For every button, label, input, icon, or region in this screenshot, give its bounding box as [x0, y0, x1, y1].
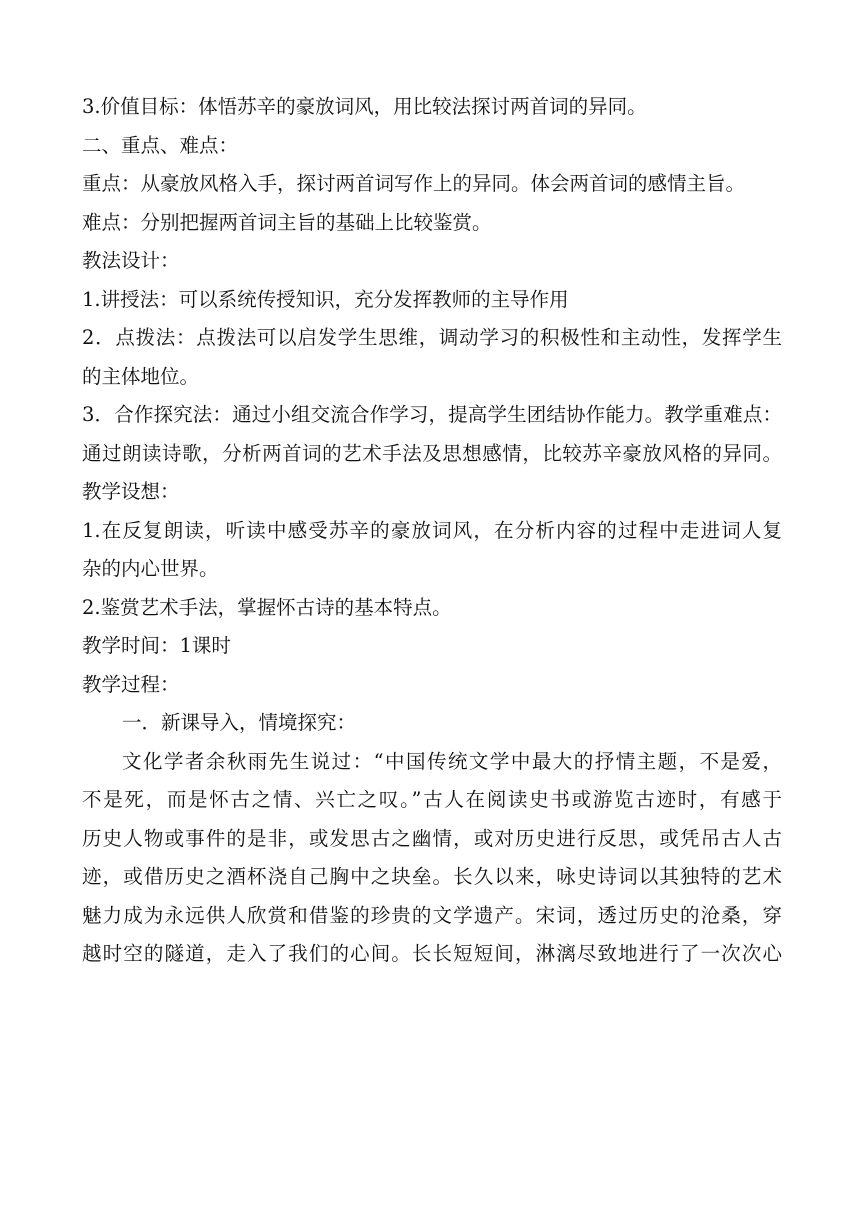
- text-line-method-2-cont: 的主体地位。: [82, 364, 200, 388]
- text-line-method-3-cont: 通过朗读诗歌，分析两首词的艺术手法及思想感情，比较苏辛豪放风格的异同。: [82, 441, 782, 465]
- text-line-method-1: 1.讲授法：可以系统传授知识，充分发挥教师的主导作用: [82, 287, 569, 311]
- text-line-key-point: 重点：从豪放风格入手，探讨两首词写作上的异同。体会两首词的感情主旨。: [82, 172, 746, 195]
- paragraph-line-5: 魅力成为永远供人欣赏和借鉴的珍贵的文学遗产。宋词，透过历史的沧桑，穿: [82, 903, 782, 927]
- text-line-method-3: 3．合作探究法：通过小组交流合作学习，提高学生团结协作能力。教学重难点：: [82, 403, 782, 426]
- text-line-idea-1: 1.在反复朗读，听读中感受苏辛的豪放词风，在分析内容的过程中走进词人复: [82, 518, 782, 542]
- section-heading-teaching-process: 教学过程：: [82, 672, 180, 696]
- document-page: [82, 88, 782, 974]
- paragraph-line-6: 越时空的隧道，走入了我们的心间。长长短短间，淋漓尽致地进行了一次次心: [82, 942, 782, 965]
- paragraph-line-4: 迹，或借历史之酒杯浇自己胸中之块垒。长久以来，咏史诗词以其独特的艺术: [82, 865, 782, 888]
- section-heading-key-points: 二、重点、难点：: [82, 133, 239, 157]
- paragraph-line-3: 历史人物或事件的是非，或发思古之幽情，或对历史进行反思，或凭吊古人古: [82, 826, 782, 850]
- text-line-value-goal: 3.价值目标：体悟苏辛的豪放词风，用比较法探讨两首词的异同。: [82, 95, 647, 118]
- paragraph-line-2: 不是死，而是怀古之情、兴亡之叹。”古人在阅读史书或游览古迹时，有感于: [82, 788, 782, 811]
- text-line-method-2: 2．点拨法：点拨法可以启发学生思维，调动学习的积极性和主动性，发挥学生: [82, 326, 782, 349]
- section-heading-teaching-methods: 教法设计：: [82, 249, 180, 272]
- text-line-idea-2: 2.鉴赏艺术手法，掌握怀古诗的基本特点。: [82, 595, 452, 619]
- text-line-teaching-time: 教学时间：1课时: [82, 634, 231, 657]
- paragraph-line-1: 文化学者余秋雨先生说过：“中国传统文学中最大的抒情主题，不是爱，: [122, 749, 782, 773]
- text-line-idea-1-cont: 杂的内心世界。: [82, 557, 219, 580]
- subheading-introduction: 一．新课导入，情境探究：: [122, 711, 357, 734]
- section-heading-teaching-ideas: 教学设想：: [82, 480, 180, 503]
- text-line-difficulty: 难点：分别把握两首词主旨的基础上比较鉴赏。: [82, 210, 492, 234]
